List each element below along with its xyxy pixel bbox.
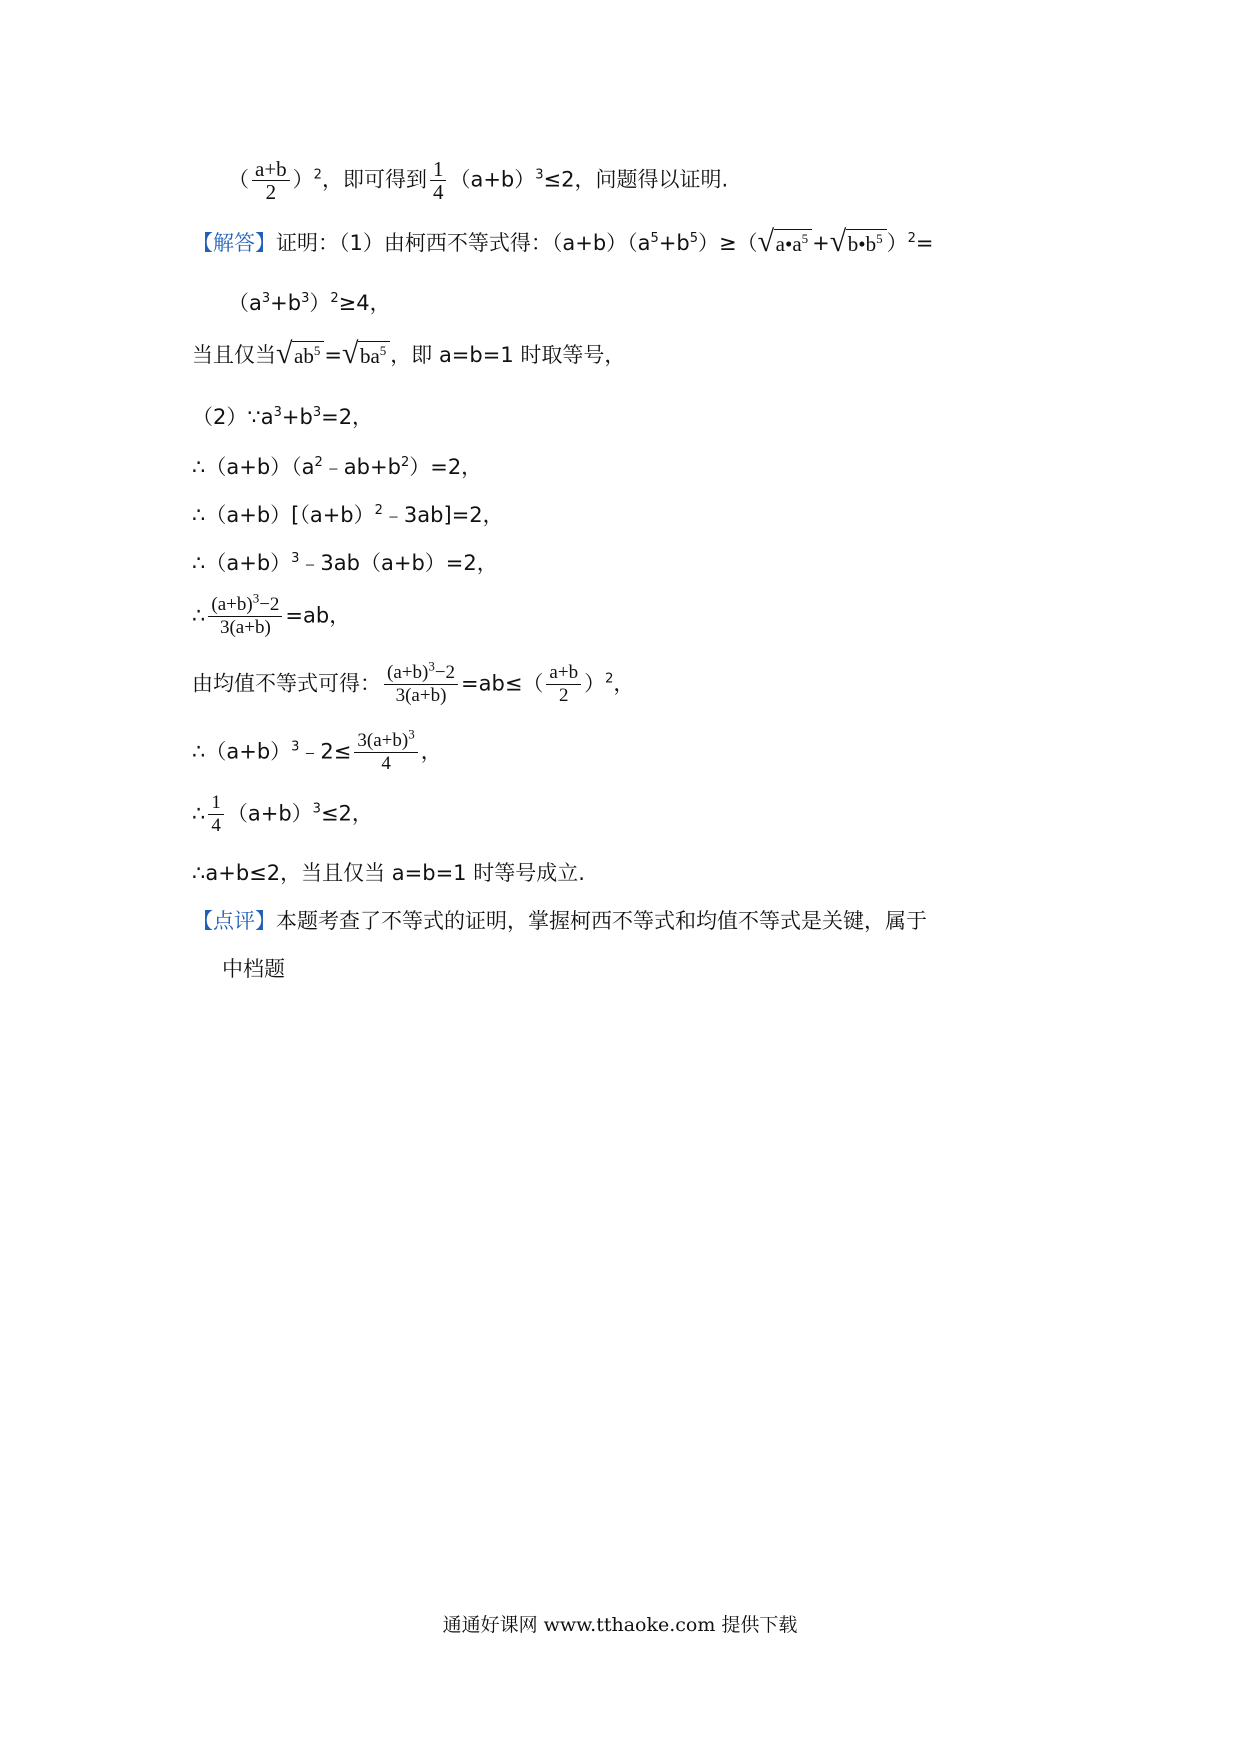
- superscript: 2: [330, 291, 339, 306]
- text: 中档题: [222, 957, 285, 981]
- superscript: 3: [428, 658, 435, 674]
- text: （a+b）: [449, 167, 536, 192]
- text: ，即可得到: [321, 167, 427, 192]
- text: ﹣3ab（a+b）=2，: [299, 551, 498, 575]
- superscript: 5: [801, 231, 809, 246]
- fraction-numerator: [384, 658, 458, 685]
- answer-tag: 【解答】: [192, 231, 276, 255]
- superscript: 3: [535, 167, 544, 183]
- text: =ab≤（: [461, 671, 544, 696]
- superscript: 3: [301, 291, 310, 306]
- superscript: 3: [291, 551, 300, 566]
- superscript: 3: [252, 590, 260, 606]
- text: ∴（a+b）: [192, 739, 292, 764]
- text: −2: [434, 662, 456, 683]
- text: ）: [886, 231, 908, 255]
- square-root: √ $ab^5$: [276, 341, 324, 371]
- fraction: [208, 590, 282, 639]
- text: ∴（a+b）: [192, 551, 292, 575]
- fraction-numerator: [354, 726, 417, 753]
- superscript: 3: [273, 405, 282, 420]
- fraction: [208, 792, 224, 837]
- line-7: [192, 500, 504, 530]
- text: ∴: [192, 801, 206, 826]
- text: （2）∵a: [192, 405, 274, 429]
- page-footer: 通通好课网 www.tthaoke.com 提供下载: [442, 1614, 798, 1636]
- fraction-numerator: a+b: [546, 662, 581, 685]
- text: ≥4，: [338, 291, 391, 315]
- superscript: 3: [261, 291, 271, 306]
- comment-tag: 【点评】: [192, 909, 276, 933]
- radicand: b•b: [847, 232, 877, 256]
- line-5: [192, 402, 373, 432]
- fraction-one-quarter: [430, 158, 447, 203]
- line-11: [192, 726, 442, 775]
- text: （: [228, 167, 249, 192]
- text: 证明：（1）由柯西不等式得：（a+b）（a: [276, 231, 651, 255]
- radicand: a•a: [775, 232, 802, 256]
- text: ）=2，: [409, 455, 483, 479]
- text: ，即 a=b=1 时取等号，: [390, 343, 626, 367]
- text: =2，: [321, 405, 374, 429]
- text: ，: [613, 671, 635, 696]
- text: (a+b): [387, 662, 429, 683]
- text: (a+b): [211, 594, 253, 615]
- fraction-denominator: 3(a+b): [395, 685, 447, 706]
- square-root: √ $ba^5$: [342, 341, 390, 371]
- fraction-numerator: a+b: [252, 158, 290, 181]
- superscript: 3: [312, 405, 322, 420]
- fraction-denominator: 4: [211, 815, 221, 836]
- text: 本题考查了不等式的证明，掌握柯西不等式和均值不等式是关键，属于: [276, 909, 927, 933]
- line-10: [192, 658, 635, 707]
- fraction-denominator: 3(a+b): [219, 617, 271, 638]
- superscript: 5: [876, 231, 883, 246]
- fraction: [546, 662, 581, 707]
- text: ）: [309, 291, 331, 315]
- line-9: [192, 590, 351, 639]
- line-6: [192, 452, 482, 482]
- text: （a+b）: [226, 801, 313, 826]
- fraction: [354, 726, 417, 775]
- superscript: 3: [312, 801, 321, 817]
- text: 3(a+b): [357, 730, 409, 751]
- text: ∴（a+b）（a: [192, 455, 315, 479]
- text: ，: [420, 739, 442, 764]
- text: −2: [259, 594, 280, 615]
- square-root: √ $a•a^5$: [758, 229, 813, 259]
- fraction-denominator: 2: [265, 180, 277, 204]
- text: +: [812, 231, 830, 255]
- text: ≤2，: [320, 801, 373, 826]
- text: +b: [281, 405, 313, 429]
- text: =: [324, 343, 342, 367]
- superscript: 2: [907, 231, 916, 246]
- fraction-a-plus-b-over-2: [252, 158, 290, 203]
- text: ∴: [192, 603, 206, 628]
- superscript: 2: [374, 503, 383, 518]
- text: ∴a+b≤2，当且仅当 a=b=1 时等号成立.: [192, 861, 585, 885]
- radicand: ab: [294, 344, 314, 368]
- text: ）: [292, 167, 314, 192]
- text: ）: [584, 671, 606, 696]
- superscript: 5: [379, 343, 387, 358]
- radicand: ba: [359, 344, 380, 368]
- text: 由均值不等式可得：: [192, 671, 381, 696]
- line-15: [222, 954, 285, 984]
- superscript: 2: [313, 167, 322, 183]
- fraction-denominator: 4: [381, 753, 391, 774]
- text: 当且仅当: [192, 343, 276, 367]
- fraction-numerator: 1: [208, 792, 224, 815]
- superscript: 2: [400, 455, 410, 470]
- line-4: [192, 337, 626, 371]
- line-3: [228, 288, 391, 318]
- line-1: [228, 158, 728, 203]
- fraction-numerator: [208, 590, 282, 617]
- line-8: [192, 548, 498, 578]
- text: +b: [658, 231, 690, 255]
- text: =ab，: [285, 603, 351, 628]
- line-14-comment: [192, 906, 927, 936]
- superscript: 5: [689, 231, 699, 246]
- superscript: 2: [605, 671, 614, 687]
- text: ≤2，问题得以证明.: [543, 167, 729, 192]
- text: （a: [228, 291, 262, 315]
- line-12: [192, 792, 373, 837]
- text: ）≥（: [698, 231, 758, 255]
- superscript: 3: [291, 739, 300, 755]
- fraction-denominator: 4: [432, 180, 444, 204]
- superscript: 5: [650, 231, 659, 246]
- text: ﹣ab+b: [322, 455, 401, 479]
- fraction-numerator: 1: [430, 158, 447, 181]
- text: =: [915, 231, 934, 255]
- line-2-answer: [192, 225, 934, 259]
- line-13: [192, 858, 585, 888]
- square-root: √ $b•b^5$: [830, 229, 887, 259]
- fraction: [384, 658, 458, 707]
- superscript: 3: [408, 726, 415, 742]
- text: ∴（a+b）[（a+b）: [192, 503, 375, 527]
- superscript: 5: [313, 343, 321, 358]
- text: +b: [270, 291, 302, 315]
- fraction-denominator: 2: [559, 685, 569, 706]
- text: ﹣3ab]=2，: [382, 503, 504, 527]
- superscript: 2: [314, 455, 323, 470]
- text: ﹣2≤: [299, 739, 352, 764]
